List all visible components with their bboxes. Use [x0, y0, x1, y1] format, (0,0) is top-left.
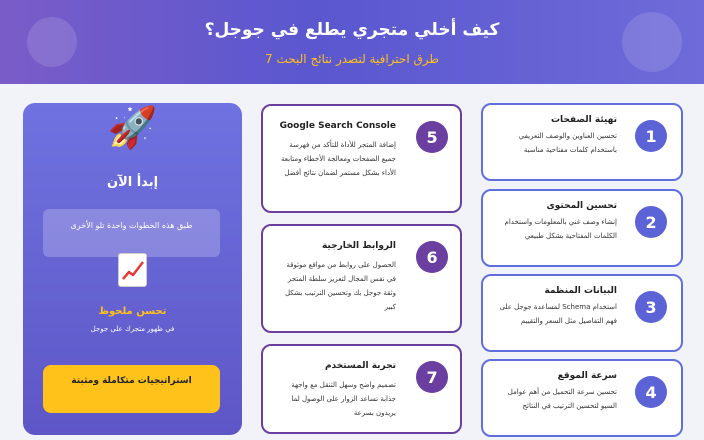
chart-up-icon: [118, 253, 147, 287]
step-description: تحسين العناوين والوصف التعريفي باستخدام كلمات مفتاحية مناسبة: [518, 132, 617, 154]
strategies-button[interactable]: استراتيجيات متكاملة ومثبتة: [43, 365, 220, 413]
step-number: 1: [635, 120, 667, 152]
step-description: استخدام Schema لمساعدة جوجل على فهم التفاصيل مثل السعر والتقييم: [499, 303, 617, 325]
step-number: 2: [635, 206, 667, 238]
step-title: الروابط الخارجية: [321, 241, 396, 251]
step-title: سرعة الموقع: [557, 371, 617, 381]
step-card-4: [481, 359, 683, 437]
cta-tip-box: طبق هذه الخطوات واحدة تلو الأخرى: [43, 209, 220, 257]
rocket-icon: 🚀: [107, 105, 158, 151]
step-description: إنشاء وصف غني بالمعلومات واستخدام الكلمات المفتاحية بشكل طبيعي: [504, 218, 617, 240]
step-number: 5: [416, 121, 448, 153]
step-description: الحصول على روابط من مواقع موثوقة في نفس المجال لتعزيز سلطة المتجر وثقة جوجل بك وتحسين الترتيب بشكل كبير: [284, 261, 396, 311]
step-title: تحسين المحتوى: [546, 201, 617, 211]
cta-panel: [23, 103, 242, 435]
step-title: تجربة المستخدم: [324, 361, 396, 371]
step-card-7: [261, 344, 462, 434]
page-title: كيف أخلي متجري يطلع في جوجل؟: [204, 20, 500, 40]
step-title: البيانات المنظمة: [544, 286, 617, 296]
step-number: 6: [416, 241, 448, 273]
step-card-5: [261, 104, 462, 213]
step-card-6: [261, 224, 462, 333]
step-number: 4: [635, 376, 667, 408]
header-banner: [0, 0, 704, 84]
step-title: تهيئة الصفحات: [551, 115, 617, 125]
page-subtitle: طرق احترافية لتصدر نتائج البحث 7: [265, 52, 439, 66]
step-title: Google Search Console: [279, 121, 396, 131]
step-number: 3: [635, 291, 667, 323]
step-number: 7: [416, 361, 448, 393]
cta-highlight: تحسن ملحوظ: [98, 306, 167, 317]
step-description: تصميم واضح وسهل التنقل مع واجهة جذابة تساعد الزوار على الوصول لما يريدون بسرعة: [291, 381, 396, 417]
step-card-1: [481, 103, 683, 181]
cta-title: إبدأ الآن: [106, 175, 159, 190]
step-card-2: [481, 189, 683, 267]
cta-description: في ظهور متجرك على جوجل: [90, 325, 175, 333]
step-description: إضافة المتجر للأداة للتأكد من فهرسة جميع الصفحات ومعالجة الأخطاء ومتابعة الأداء بشكل مستمر لضمان نتائج أفضل: [281, 141, 396, 177]
step-card-3: [481, 274, 683, 352]
step-description: تحسين سرعة التحميل من أهم عوامل السيو لتحسين الترتيب في النتائج: [507, 388, 617, 410]
